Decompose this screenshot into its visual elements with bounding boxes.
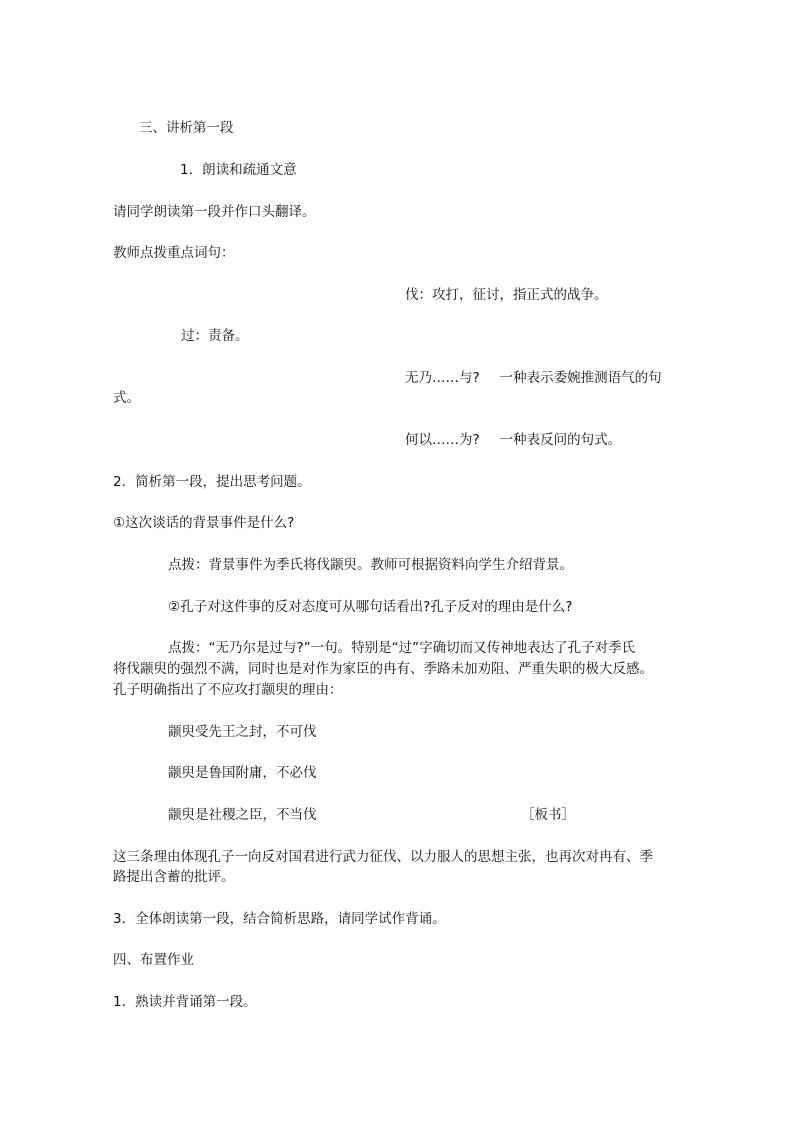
pattern-1-description: 一种表示委婉推测语气的句 bbox=[499, 370, 662, 386]
summary-line-2: 路提出含蓄的批评。 bbox=[113, 869, 235, 885]
summary-line-1: 这三条理由体现孔子一向反对国君进行武力征伐、以力服人的思想主张，也再次对冉有、季 bbox=[113, 849, 653, 865]
hint-2-line-3: 孔子明确指出了不应攻打颛臾的理由： bbox=[113, 682, 343, 698]
pattern-1 bbox=[405, 368, 662, 388]
pattern-1-continuation: 式。 bbox=[113, 390, 140, 406]
pattern-1-term: 无乃……与? bbox=[405, 370, 480, 386]
pattern-2 bbox=[405, 430, 621, 450]
word-guo-definition: 过：责备。 bbox=[181, 328, 249, 344]
question-1: ①这次谈话的背景事件是什么? bbox=[113, 515, 295, 531]
hint-1: 点拨：背景事件为季氏将伐颛臾。教师可根据资料向学生介绍背景。 bbox=[168, 557, 573, 573]
board-note-label: ［板书］ bbox=[521, 807, 575, 823]
reason-2: 颛臾是鲁国附庸，不必伐 bbox=[168, 765, 317, 781]
homework-1: 1．熟读并背诵第一段。 bbox=[113, 994, 257, 1010]
item-3-heading: 3．全体朗读第一段，结合简析思路，请同学试作背诵。 bbox=[113, 911, 446, 927]
hint-2-line-2: 将伐颛臾的强烈不满，同时也是对作为家臣的冉有、季路未加劝阻、严重失职的极大反感。 bbox=[113, 661, 653, 677]
paragraph-read-aloud: 请同学朗读第一段并作口头翻译。 bbox=[113, 204, 316, 220]
word-fa-definition: 伐：攻打，征讨，指正式的战争。 bbox=[405, 287, 608, 303]
hint-2-line-1: 点拨：“无乃尔是过与?”一句。特别是“过”字确切而又传神地表达了孔子对季氏 bbox=[168, 640, 636, 656]
pattern-2-description: 一种表反问的句式。 bbox=[499, 432, 622, 448]
reason-1: 颛臾受先王之封，不可伐 bbox=[168, 724, 317, 740]
pattern-2-term: 何以……为? bbox=[405, 432, 480, 448]
section-4-title: 四、布置作业 bbox=[113, 952, 194, 968]
question-2: ②孔子对这件事的反对态度可从哪句话看出?孔子反对的理由是什么? bbox=[168, 599, 573, 615]
paragraph-teacher-hint: 教师点拨重点词句： bbox=[113, 245, 235, 261]
item-1-heading: 1．朗读和疏通文意 bbox=[180, 162, 297, 178]
section-3-title: 三、讲析第一段 bbox=[139, 120, 234, 136]
item-2-heading: 2．简析第一段，提出思考问题。 bbox=[113, 474, 311, 490]
reason-3: 颛臾是社稷之臣，不当伐 bbox=[168, 807, 317, 823]
